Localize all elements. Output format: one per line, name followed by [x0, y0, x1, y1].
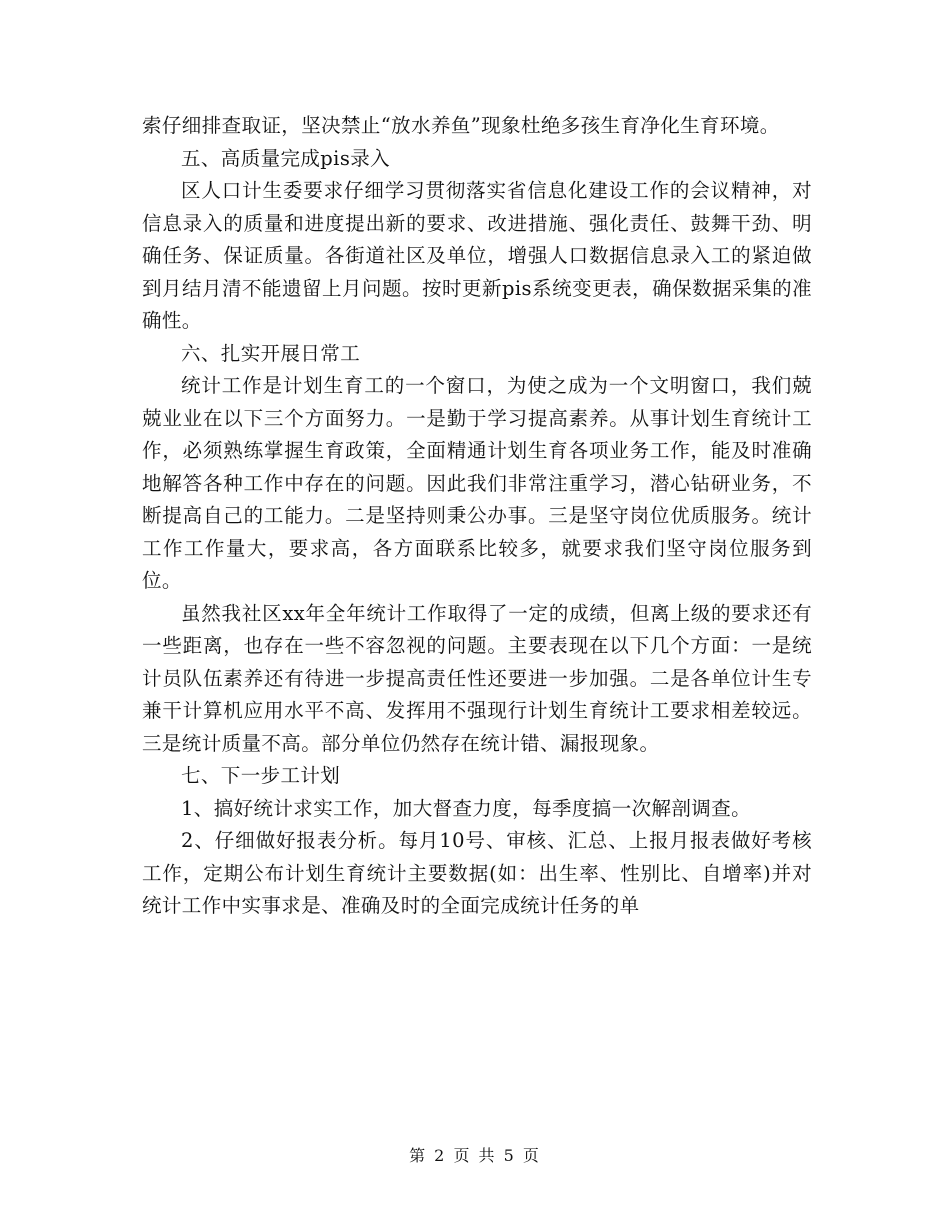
paragraph-daily-work: 统计工作是计划生育工的一个窗口，为使之成为一个文明窗口，我们兢兢业业在以下三个方面努力。一是勤于学习提高素养。从事计划生育统计工作，必须熟练掌握生育政策，全面精通计划生育各项业务工作，能及时准确地解答各种工作中存在的问题。因此我们非常注重学习，潜心钻研业务，不断提高自己的工能力。二是坚持则秉公办事。三是坚守岗位优质服务。统计工作工作量大，要求高，各方面联系比较多，就要求我们坚守岗位服务到位。	[142, 374, 812, 592]
document-body	[142, 110, 812, 923]
paragraph-pis: 区人口计生委要求仔细学习贯彻落实省信息化建设工作的会议精神，对信息录入的质量和进度提出新的要求、改进措施、强化责任、鼓舞干劲、明确任务、保证质量。各街道社区及单位，增强人口数据信息录入工的紧迫做到月结月清不能遗留上月问题。按时更新pis系统变更表，确保数据采集的准确性。	[142, 179, 812, 332]
section-heading-5: 五、高质量完成pis录入	[181, 146, 391, 170]
paragraph-problems: 虽然我社区xx年全年统计工作取得了一定的成绩，但离上级的要求还有一些距离，也存在一些不容忽视的问题。主要表现在以下几个方面：一是统计员队伍素养还有待进一步提高责任性还要进一步加强。二是各单位计生专兼干计算机应用水平不高、发挥用不强现行计划生育统计工要求相差较远。三是统计质量不高。部分单位仍然存在统计错、漏报现象。	[142, 601, 812, 755]
plan-item-2: 2、仔细做好报表分析。每月10号、审核、汇总、上报月报表做好考核工作，定期公布计划生育统计主要数据(如：出生率、性别比、自增率)并对统计工作中实事求是、准确及时的全面完成统计任务的单	[142, 829, 812, 917]
page-number-footer: 第 2 页 共 5 页	[409, 1146, 541, 1165]
section-heading-7: 七、下一步工计划	[181, 764, 341, 787]
section-heading-6: 六、扎实开展日常工	[181, 341, 361, 365]
plan-item-1: 1、搞好统计求实工作，加大督查力度，每季度搞一次解剖调查。	[181, 796, 752, 820]
paragraph-continuation: 索仔细排查取证，坚决禁止“放水养鱼”现象杜绝多孩生育净化生育环境。	[142, 114, 780, 137]
